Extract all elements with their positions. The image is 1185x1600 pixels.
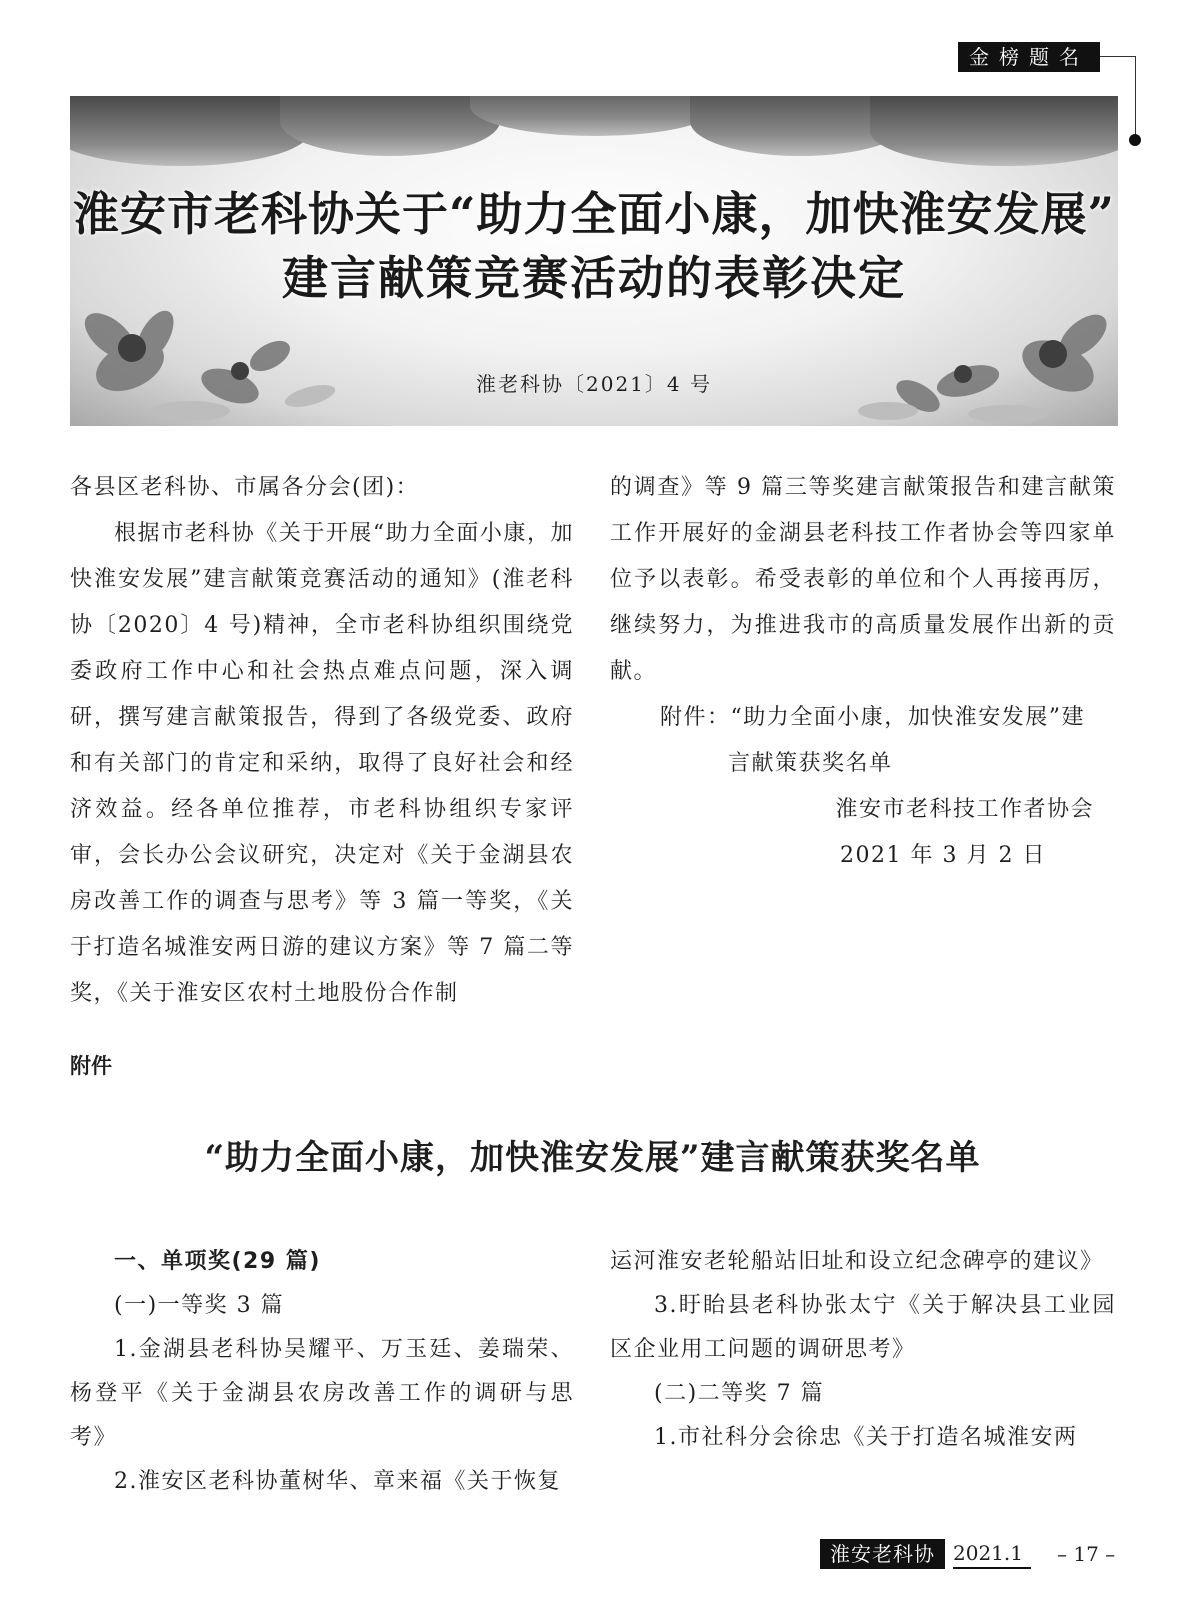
main-title-line-1: 淮安市老科协关于“助力全面小康，加快淮安发展” <box>73 187 1115 241</box>
award-list-title: “助力全面小康，加快淮安发展”建言献策获奖名单 <box>204 1138 981 1178</box>
signature-organization: 淮安市老科技工作者协会 <box>835 797 1094 822</box>
award-tier-heading: (二)二等奖 7 篇 <box>654 1381 825 1406</box>
attachment-note-line-1: 附件：“助力全面小康，加快淮安发展”建 <box>660 705 1085 730</box>
award-entry: 3.盱眙县老科协张太宁《关于解决县工业园区企业用工问题的调研思考》 <box>610 1293 1116 1362</box>
curtain-drape <box>70 96 310 166</box>
body-paragraph-continued: 的调查》等 9 篇三等奖建言献策报告和建言献策工作开展好的金湖县老科技工作者协会等四家单位予以表彰。希受表彰的单位和个人再接再厉，继续努力，为推进我市的高质量发展作出新的贡献。 <box>610 475 1116 684</box>
page-footer <box>820 1538 1115 1570</box>
body-left-column <box>70 465 574 1017</box>
award-category-heading: 一、单项奖(29 篇) <box>114 1249 321 1274</box>
body-right-column <box>610 465 1116 879</box>
attachment-note-line-2: 言献策获奖名单 <box>728 751 893 776</box>
signature-date: 2021 年 3 月 2 日 <box>840 843 1046 868</box>
main-title-line-2: 建言献策竞赛活动的表彰决定 <box>282 251 906 305</box>
magazine-name: 淮安老科协 <box>820 1539 945 1569</box>
page-number: – 17 – <box>1056 1542 1116 1566</box>
tag-connector-horizontal <box>1100 56 1136 57</box>
document-number: 淮老科协〔2021〕4 号 <box>476 372 712 396</box>
salutation: 各县区老科协、市属各分会(团)： <box>70 475 420 500</box>
award-entry: 1.金湖县老科协吴耀平、万玉廷、姜瑞荣、杨登平《关于金湖县农房改善工作的调研与思考》 <box>70 1337 574 1450</box>
award-tier-heading: (一)一等奖 3 篇 <box>114 1293 285 1318</box>
award-list-right-column <box>610 1240 1116 1460</box>
award-list-left-column <box>70 1240 574 1504</box>
body-paragraph: 根据市老科协《关于开展“助力全面小康，加快淮安发展”建言献策竞赛活动的通知》(淮老科协〔2020〕4 号)精神，全市老科协组织围绕党委政府工作中心和社会热点难点问题，深入调研，撰写建言献策报告，得到了各级党委、政府和有关部门的肯定和采纳，取得了良好社会和经济效益。经各单位推荐，市老科协组织专家评审，会长办公会议研究，决定对《关于金湖县农房改善工作的调查与思考》等 3 篇一等奖，《关于打造名城淮安两日游的建议方案》等 7 篇二等奖，《关于淮安区农村土地股份合作制 <box>70 521 574 1006</box>
award-entry: 2.淮安区老科协董树华、章来福《关于恢复 <box>114 1469 561 1494</box>
title-banner <box>70 96 1118 426</box>
section-tag: 金榜题名 <box>958 42 1100 72</box>
award-entry-continued: 运河淮安老轮船站旧址和设立纪念碑亭的建议》 <box>610 1249 1104 1274</box>
award-entry: 1.市社科分会徐忠《关于打造名城淮安两 <box>654 1425 1078 1450</box>
tag-dot <box>1129 134 1141 146</box>
tag-connector-vertical <box>1135 56 1136 136</box>
curtain-drape <box>470 96 720 136</box>
curtain-drape <box>870 96 1118 166</box>
issue-number: 2021.1 <box>953 1539 1031 1569</box>
curtain-drape <box>280 96 500 156</box>
appendix-label: 附件 <box>70 1054 112 1078</box>
